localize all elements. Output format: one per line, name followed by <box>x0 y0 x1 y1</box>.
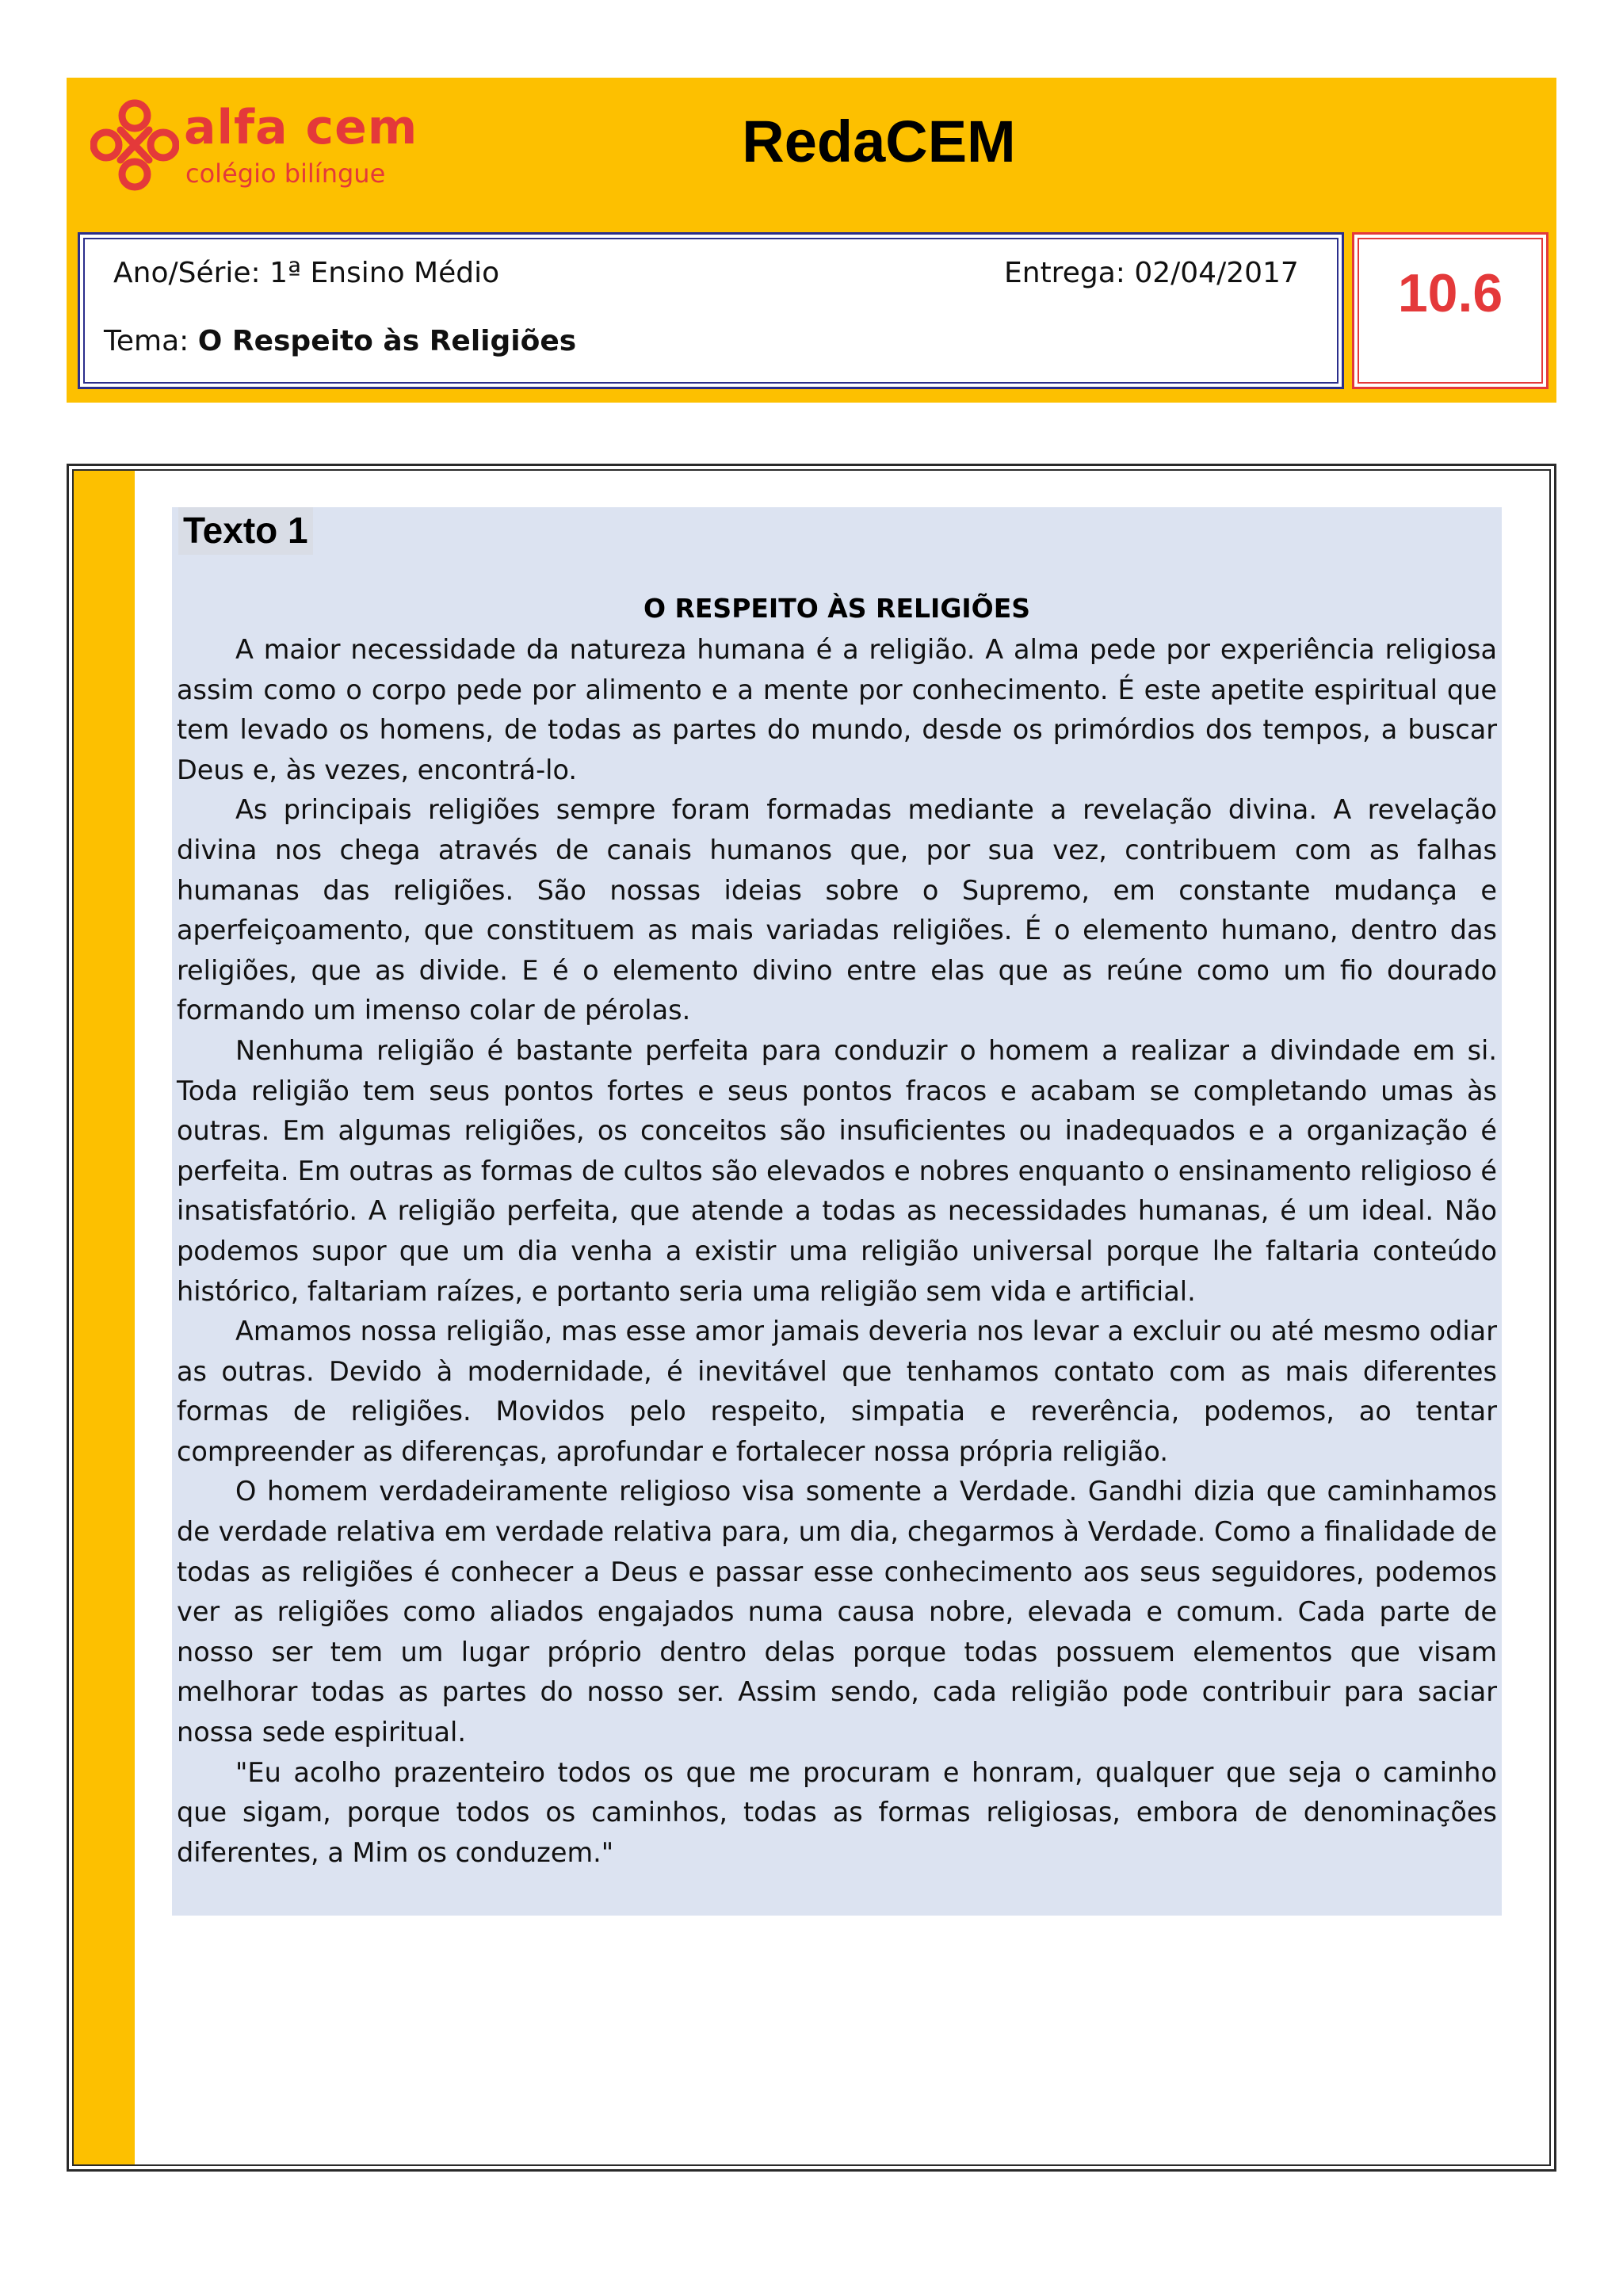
logo-brand-text: alfa cem <box>184 100 418 155</box>
logo-subtitle: colégio bilíngue <box>185 159 386 189</box>
header-banner <box>67 78 1556 403</box>
app-title: RedaCEM <box>742 109 1016 174</box>
paragraph: As principais religiões sempre foram formadas mediante a revelação divina. A revelação divina nos chega através de canais humanos que, por sua vez, contribuem com as falhas humanas das religiões. São nossas ideias sobre o Supremo, em constante mudança e aperfeiçoamento, que constituem as mais variadas religiões. É o elemento humano, dentro das religiões, que as divide. E é o elemento divino entre elas que as reúne como um fio dourado formando um imenso colar de pérolas. <box>177 794 1497 1026</box>
grade-value: 1ª Ensino Médio <box>269 257 500 289</box>
due-date-line <box>1004 257 1299 289</box>
panel-side-stripe <box>74 471 135 2164</box>
paragraph: A maior necessidade da natureza humana é a religião. A alma pede por experiência religiosa assim como o corpo pede por alimento e a mente por conhecimento. É este apetite espiritual que tem levado os homens, de todas as partes do mundo, desde os primórdios dos tempos, a buscar Deus e, às vezes, encontrá-lo. <box>177 634 1497 785</box>
article-title: O RESPEITO ÀS RELIGIÕES <box>643 593 1031 624</box>
text-label: Texto 1 <box>178 507 313 555</box>
alfa-cem-knot-logo-icon <box>90 98 179 192</box>
grade-label: Ano/Série: <box>113 257 261 289</box>
theme-value: O Respeito às Religiões <box>197 325 577 357</box>
paragraph: Amamos nossa religião, mas esse amor jamais deveria nos levar a excluir ou até mesmo odiar as outras. Devido à modernidade, é inevitável que tenhamos contato com as mais diferentes formas de religiões. Movidos pelo respeito, simpatia e reverência, podemos, ao tentar compreender as diferenças, aprofundar e fortalecer nossa própria religião. <box>177 1316 1497 1467</box>
school-logo <box>90 95 418 198</box>
theme-line <box>104 325 576 357</box>
paragraph: O homem verdadeiramente religioso visa somente a Verdade. Gandhi dizia que caminhamos de verdade relativa em verdade relativa para, um dia, chegarmos à Verdade. Como a finalidade de todas as religiões é conhecer a Deus e passar esse conhecimento aos seus seguidores, podemos ver as religiões como aliados engajados numa causa nobre, elevada e comum. Cada parte de nosso ser tem um lugar próprio dentro delas porque todas possuem elementos que visam melhorar todas as partes do nosso ser. Assim sendo, cada religião pode contribuir para saciar nossa sede espiritual. <box>177 1476 1497 1748</box>
due-value: 02/04/2017 <box>1134 257 1299 289</box>
theme-label: Tema: <box>104 325 189 357</box>
assignment-info-box <box>78 232 1344 389</box>
score-value: 10.6 <box>1397 263 1503 323</box>
text-panel <box>67 464 1556 2172</box>
grade-line <box>113 257 499 289</box>
paragraph: Nenhuma religião é bastante perfeita para conduzir o homem a realizar a divindade em si. Toda religião tem seus pontos fortes e seus pontos fracos e acabam se completando umas às outras. Em algumas religiões, os conceitos são insuficientes ou inadequados e a organização é perfeita. Em outras as formas de cultos são elevados e nobres enquanto o ensinamento religioso é insatisfatório. A religião perfeita, que atende a todas as necessidades humanas, é um ideal. Não podemos supor que um dia venha a existir uma religião universal porque lhe faltaria conteúdo histórico, faltariam raízes, e portanto seria uma religião sem vida e artificial. <box>177 1034 1497 1307</box>
reading-text-box <box>172 507 1502 1916</box>
paragraph: "Eu acolho prazenteiro todos os que me procuram e honram, qualquer que seja o caminho que sigam, porque todos os caminhos, todas as formas religiosas, embora de denominações diferentes, a Mim os conduzem." <box>177 1756 1497 1868</box>
article-body <box>177 630 1497 1873</box>
due-label: Entrega: <box>1004 257 1125 289</box>
score-box <box>1352 232 1549 389</box>
